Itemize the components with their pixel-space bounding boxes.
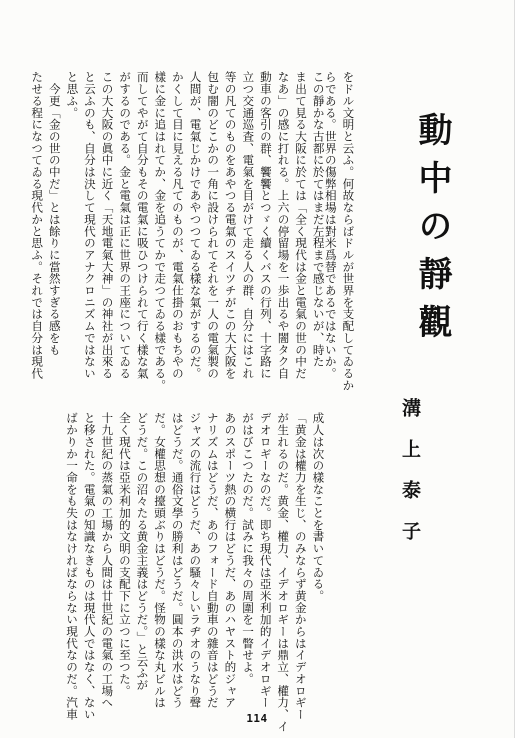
text-column: をドル文明と云ふ。何故ならばドルが世界を支配してゐるか — [341, 71, 356, 391]
text-column: と云ふのも、自分は決して現代のアナクロニズムではない — [82, 71, 97, 380]
left-text-block — [10, 14, 344, 704]
text-column: 動車の客引の群、饗饗とつゞく續くバスの行列、十字路に — [258, 71, 273, 380]
text-column: ナリズムはどうだ、あのフォード自動車の雜音はどうだ — [205, 412, 220, 709]
text-column: デオロギーなのだ。即ち現代は亞米利加的イデオロギー — [258, 412, 273, 709]
text-column: たせる程になつてゐる現代かと思ふ。それでは自分は現代 — [30, 71, 45, 380]
text-column: あのスポーツ熱の横行はどうだ、あのハヤスト的ジャア — [223, 412, 238, 709]
text-column: 等の凡てのものをあやつる電氣のスイツチがこの大大阪を — [223, 71, 238, 380]
text-column: 十九世紀の蒸氣の工場から人間は廿世紀の電氣の工場へ — [100, 412, 115, 709]
text-column: 而してやがて自分もその電氣に吸ひつけられて行く樣な氣 — [135, 71, 150, 380]
author-name: 溝上泰子 — [399, 398, 421, 562]
text-column: どうだ。この沼々たる黄金主義はどうだ。」と云ふが — [135, 412, 150, 691]
text-column: 全く現代は亞米利加的文明の支配下に立つに至つた。 — [117, 412, 132, 697]
text-column: らである。世界の傷弊相場は對米爲替であるではないか。 — [323, 71, 338, 380]
text-column: 人間が、電氣じかけであやつつてゐる樣な氣がするのだ。 — [188, 71, 203, 380]
article-title: 動中の靜觀 — [412, 112, 452, 352]
text-column: が生れるのだ。黄金、權力、イデオロギーは鼎立、權力、イ — [276, 412, 291, 732]
text-column: この大大阪の眞中に近く「天地電氣大神」の神社が出來る — [100, 71, 115, 380]
text-column: 樣に金に追はれてか、金を追うてかで走つてゐる樣である。 — [153, 71, 168, 391]
text-column: ばかりか一命をも失はなければならない現代なのだ。汽車 — [65, 412, 80, 721]
text-column: 「黄金は權力を生じ、のみならず黄金からはイデオロギー — [293, 412, 308, 721]
text-column: はどうだ。通俗文學の勝利はどうだ。圓本の洪水はどう — [170, 412, 185, 709]
text-column: ま出て見る大阪に於ては「全く現代は金と電氣の世の中だ — [294, 71, 309, 380]
text-column: 成人は次の樣なことを書いてゐる。 — [311, 412, 326, 602]
text-column: と移された。電氣の知識なきものは現代人ではなく、ない — [82, 412, 97, 721]
text-column: ジャズの流行はどうだ、あの騷々しいラヂオのうなり聲 — [188, 412, 203, 709]
text-column: 包む闇のどこかの一角に設けられてそれを一人の電氣製の — [206, 71, 221, 380]
text-column: がはびこつたのだ。試みに我々の周圍を一瞥せよ。 — [241, 412, 256, 685]
page-number: 114 — [246, 712, 268, 725]
text-column: がするのである。金と電氣は正に世界の王座についてゐる — [118, 71, 133, 380]
text-column: この靜かな古都に於てはまだ左程まで感じないが、時た — [311, 71, 326, 368]
text-column: 立つ交通巡査、電氣を目がけて走る人の群、自分にはこれ — [241, 71, 256, 380]
text-column: かくして目に見える凡てのものが、電氣仕掛のおもちやの — [170, 71, 185, 380]
text-column: なあ」の感に打れる。上六の停留場を一歩出るや闇タク自 — [276, 71, 291, 380]
text-column: だ。女權思想の擡頭ぶりはどうだ。怪物の樣な丸ビルは — [153, 412, 168, 709]
text-column: と思ふ。 — [65, 71, 80, 119]
text-column: 今更「金の世の中だ」とは餘りに當然すぎる感をも — [47, 71, 62, 356]
